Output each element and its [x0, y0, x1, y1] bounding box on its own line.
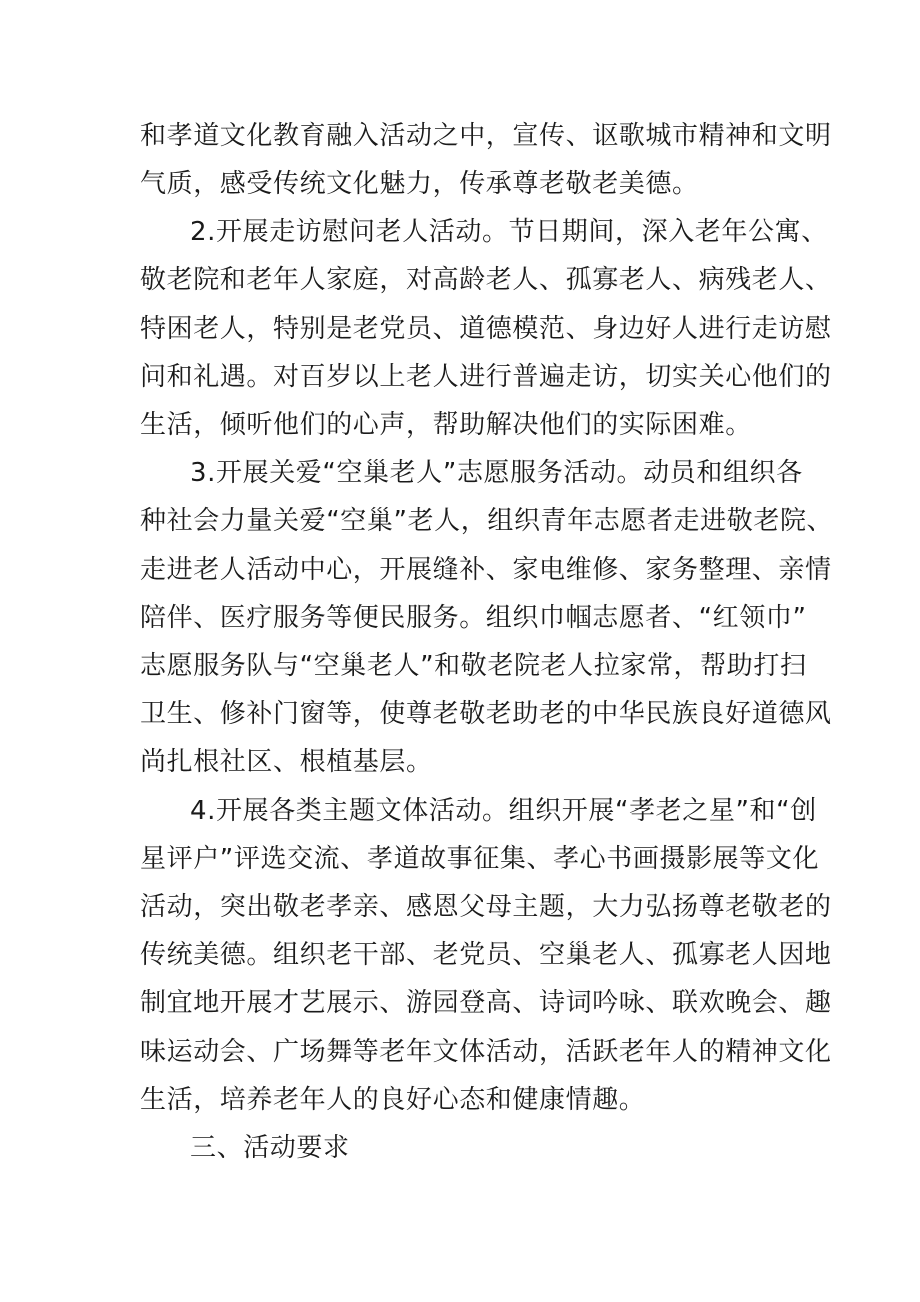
body-text-line: 卫生、修补门窗等，使尊老敬老助老的中华民族良好道德风: [140, 699, 832, 729]
body-text-line: 尚扎根社区、根植基层。: [140, 747, 433, 777]
body-text-line: 走进老人活动中心，开展缝补、家电维修、家务整理、亲情: [140, 555, 832, 585]
body-text-line: 问和礼遇。对百岁以上老人进行普遍走访，切实关心他们的: [140, 362, 832, 392]
body-text-line: 敬老院和老年人家庭，对高龄老人、孤寡老人、病残老人、: [140, 265, 832, 295]
section-heading-activity-requirements: 三、活动要求: [190, 1133, 350, 1163]
body-text-line: 味运动会、广场舞等老年文体活动，活跃老年人的精神文化: [140, 1037, 832, 1067]
body-text-line: 生活，培养老年人的良好心态和健康情趣。: [140, 1085, 646, 1115]
body-text-line: 种社会力量关爱“空巢”老人，组织青年志愿者走进敬老院、: [140, 506, 834, 536]
body-text-line: 特困老人，特别是老党员、道德模范、身边好人进行走访慰: [140, 314, 832, 344]
body-text-line: 生活，倾听他们的心声，帮助解决他们的实际困难。: [140, 410, 752, 440]
body-text-line: 气质，感受传统文化魅力，传承尊老敬老美德。: [140, 169, 699, 199]
body-text-line: 和孝道文化教育融入活动之中，宣传、讴歌城市精神和文明: [140, 121, 832, 151]
section-3-heading-line: 3.开展关爱“空巢老人”志愿服务活动。动员和组织各: [190, 458, 803, 488]
body-text-line: 陪伴、医疗服务等便民服务。组织巾帼志愿者、“红领巾”: [140, 603, 807, 633]
body-text-line: 传统美德。组织老干部、老党员、空巢老人、孤寡老人因地: [140, 940, 832, 970]
body-text-line: 星评户”评选交流、孝道故事征集、孝心书画摄影展等文化: [140, 844, 820, 874]
section-2-heading-line: 2.开展走访慰问老人活动。节日期间，深入老年公寓、: [190, 217, 828, 247]
body-text-line: 志愿服务队与“空巢老人”和敬老院老人拉家常，帮助打扫: [140, 651, 807, 681]
body-text-line: 活动，突出敬老孝亲、感恩父母主题，大力弘扬尊老敬老的: [140, 892, 832, 922]
section-4-heading-line: 4.开展各类主题文体活动。组织开展“孝老之星”和“创: [190, 796, 817, 826]
body-text-line: 制宜地开展才艺展示、游园登高、诗词吟咏、联欢晚会、趣: [140, 988, 832, 1018]
